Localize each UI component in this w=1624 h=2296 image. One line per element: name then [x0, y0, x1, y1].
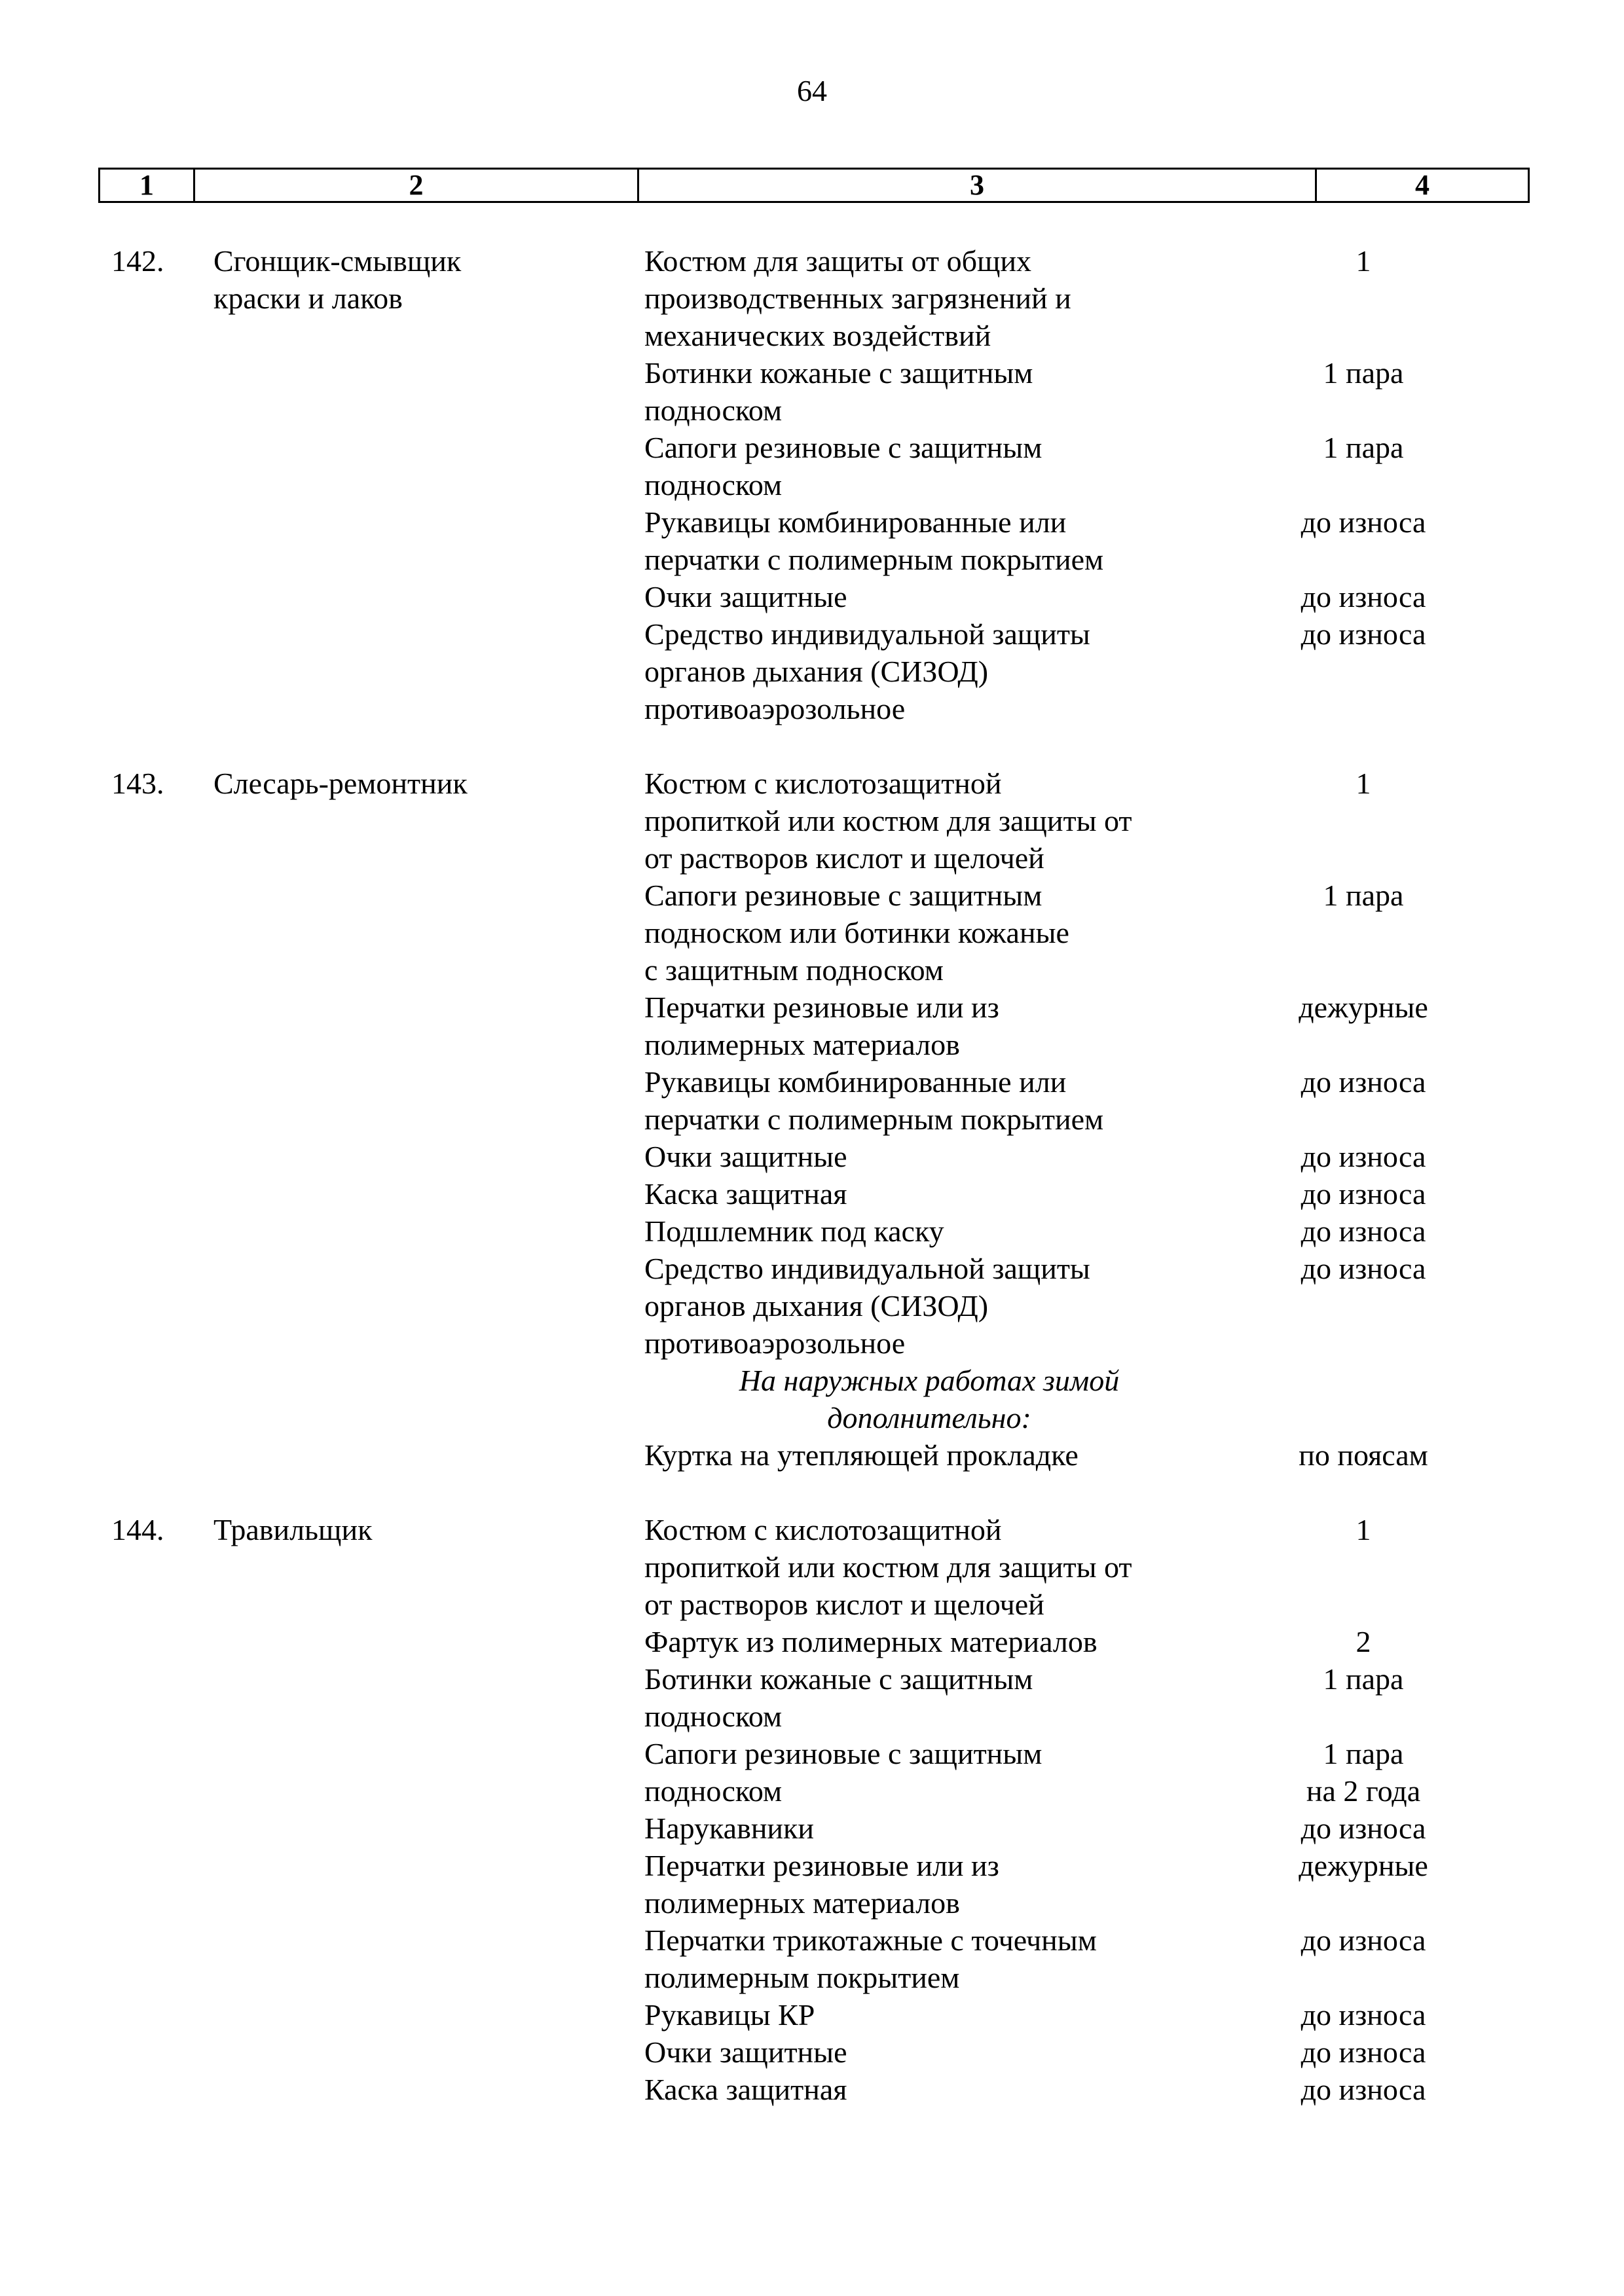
- item-name-line: Рукавицы комбинированные или: [644, 1065, 1067, 1099]
- item-name: [644, 1175, 1214, 1212]
- item-name: [644, 2033, 1214, 2071]
- column-header-row: [98, 168, 1530, 203]
- item-norm: [1214, 503, 1513, 578]
- item-name: [644, 1138, 1214, 1175]
- item-norm: [1214, 989, 1513, 1063]
- profession-name: [213, 242, 619, 317]
- item-name: [644, 1847, 1214, 1922]
- item-norm-line: до износа: [1301, 1923, 1426, 1957]
- item-name-line: перчатки с полимерным покрытием: [644, 543, 1104, 576]
- row-number: 144.: [111, 1513, 164, 1546]
- item-norm: [1214, 354, 1513, 429]
- item-name-line: противоаэрозольное: [644, 1326, 906, 1360]
- list-item: [644, 503, 1548, 578]
- item-name-line: противоаэрозольное: [644, 692, 906, 725]
- list-item: [644, 1063, 1548, 1138]
- item-norm-line: 1: [1356, 767, 1371, 800]
- item-name-line: Ботинки кожаные с защитным: [644, 1662, 1033, 1696]
- page-number: 64: [797, 74, 827, 107]
- row-number: 142.: [111, 244, 164, 278]
- item-norm-line: 2: [1356, 1625, 1371, 1658]
- item-name-line: подноском: [644, 1700, 783, 1733]
- item-name: [644, 1922, 1214, 1996]
- list-item: [644, 1138, 1548, 1175]
- list-item: [644, 1212, 1548, 1250]
- item-norm-line: до износа: [1301, 1214, 1426, 1248]
- protective-items-list: [644, 1511, 1548, 2108]
- item-name: [644, 242, 1214, 354]
- item-name-line: Ботинки кожаные с защитным: [644, 356, 1033, 390]
- item-name-line: Средство индивидуальной защиты: [644, 1252, 1090, 1285]
- item-norm-line: 1 пара: [1323, 431, 1404, 464]
- item-norm: [1214, 1063, 1513, 1138]
- list-item: [644, 1847, 1548, 1922]
- item-name: [644, 1810, 1214, 1847]
- item-name-line: Каска защитная: [644, 1177, 847, 1211]
- list-item: [644, 578, 1548, 615]
- item-name-line: механических воздействий: [644, 319, 991, 352]
- note-line: дополнительно:: [827, 1401, 1031, 1434]
- item-name-line: пропиткой или костюм для защиты от: [644, 804, 1132, 837]
- item-name-line: Рукавицы комбинированные или: [644, 505, 1067, 539]
- item-name: [644, 1250, 1214, 1362]
- column-header-4: 4: [1415, 169, 1430, 201]
- list-item: [644, 1660, 1548, 1735]
- item-norm-line: до износа: [1301, 2073, 1426, 2106]
- item-norm: [1214, 765, 1513, 877]
- profession-line: Сгонщик-смывщик: [213, 244, 462, 278]
- item-norm: [1214, 1623, 1513, 1660]
- item-name: [644, 1735, 1214, 1810]
- list-item: [644, 2071, 1548, 2108]
- list-item: [644, 242, 1548, 354]
- item-name-line: Средство индивидуальной защиты: [644, 617, 1090, 651]
- item-norm-line: дежурные: [1299, 1849, 1428, 1882]
- item-name-line: Очки защитные: [644, 580, 847, 613]
- item-name: [644, 1212, 1214, 1250]
- item-name-line: подноском или ботинки кожаные: [644, 916, 1069, 949]
- item-name-line: Перчатки трикотажные с точечным: [644, 1923, 1097, 1957]
- item-name-line: Сапоги резиновые с защитным: [644, 1737, 1043, 1770]
- profession-line: Травильщик: [213, 1513, 373, 1546]
- column-header-2: 2: [195, 170, 639, 201]
- item-norm: [1214, 1175, 1513, 1212]
- item-norm: [1214, 578, 1513, 615]
- item-name-line: полимерных материалов: [644, 1886, 960, 1920]
- item-name-line: Костюм для защиты от общих: [644, 244, 1032, 278]
- item-name-line: Нарукавники: [644, 1812, 815, 1845]
- note-line: На наружных работах зимой: [739, 1364, 1120, 1397]
- item-name-line: от растворов кислот и щелочей: [644, 841, 1044, 875]
- item-norm: [1214, 1138, 1513, 1175]
- item-name: [644, 429, 1214, 503]
- list-item: [644, 1810, 1548, 1847]
- item-norm-line: по поясам: [1299, 1438, 1428, 1472]
- item-name-line: Очки защитные: [644, 2035, 847, 2069]
- item-name-line: Костюм с кислотозащитной: [644, 767, 1002, 800]
- item-norm-line: до износа: [1301, 1065, 1426, 1099]
- item-norm: [1214, 1735, 1513, 1810]
- item-name-line: подноском: [644, 1774, 783, 1808]
- item-name: [644, 1511, 1214, 1623]
- item-norm-line: до износа: [1301, 1252, 1426, 1285]
- protective-items-list: [644, 765, 1548, 1474]
- protective-items-list: [644, 242, 1548, 727]
- item-norm: [1214, 615, 1513, 727]
- item-name-line: Сапоги резиновые с защитным: [644, 879, 1043, 912]
- item-norm: [1214, 429, 1513, 503]
- item-name-line: Подшлемник под каску: [644, 1214, 944, 1248]
- item-name: [644, 615, 1214, 727]
- item-name: [644, 877, 1214, 989]
- item-norm-line: 1: [1356, 244, 1371, 278]
- item-name-line: Куртка на утепляющей прокладке: [644, 1438, 1079, 1472]
- item-name: [644, 354, 1214, 429]
- section-note: [644, 1362, 1214, 1436]
- item-norm: [1214, 1660, 1513, 1735]
- item-name-line: перчатки с полимерным покрытием: [644, 1102, 1104, 1136]
- item-norm: [1214, 1922, 1513, 1996]
- list-item: [644, 2033, 1548, 2071]
- item-name-line: подноском: [644, 393, 783, 427]
- list-item: [644, 877, 1548, 989]
- list-item: [644, 1175, 1548, 1212]
- column-header-3: 3: [639, 170, 1317, 201]
- item-norm-line: до износа: [1301, 1812, 1426, 1845]
- item-name-line: органов дыхания (СИЗОД): [644, 1289, 989, 1322]
- item-name-line: с защитным подноском: [644, 953, 944, 987]
- item-name: [644, 989, 1214, 1063]
- list-item: [644, 765, 1548, 877]
- item-name: [644, 503, 1214, 578]
- item-norm-line: 1 пара: [1323, 879, 1404, 912]
- item-norm: [1214, 1810, 1513, 1847]
- item-norm: [1214, 242, 1513, 354]
- item-norm-line: до износа: [1301, 1140, 1426, 1173]
- item-norm: [1214, 2071, 1513, 2108]
- item-norm-line: до износа: [1301, 1177, 1426, 1211]
- item-norm: [1214, 1212, 1513, 1250]
- item-norm-line: 1 пара: [1323, 356, 1404, 390]
- item-norm-line: до износа: [1301, 617, 1426, 651]
- list-item: [644, 989, 1548, 1063]
- table-body: [0, 242, 1624, 2145]
- item-name-line: полимерным покрытием: [644, 1961, 960, 1994]
- item-norm-line: на 2 года: [1306, 1774, 1421, 1808]
- item-name-line: пропиткой или костюм для защиты от: [644, 1550, 1132, 1584]
- list-item: [644, 615, 1548, 727]
- list-item: [644, 1250, 1548, 1362]
- item-norm-line: 1: [1356, 1513, 1371, 1546]
- item-name: [644, 1063, 1214, 1138]
- item-norm: [1214, 1511, 1513, 1623]
- item-name: [644, 1623, 1214, 1660]
- item-name-line: Очки защитные: [644, 1140, 847, 1173]
- item-norm: [1214, 1250, 1513, 1362]
- item-name-line: подноском: [644, 468, 783, 501]
- item-name-line: Перчатки резиновые или из: [644, 1849, 999, 1882]
- list-item: [644, 429, 1548, 503]
- item-name: [644, 1436, 1214, 1474]
- table-row: [0, 765, 1624, 1474]
- list-item: [644, 1922, 1548, 1996]
- item-name-line: Перчатки резиновые или из: [644, 991, 999, 1024]
- table-row: [0, 1511, 1624, 2108]
- item-name: [644, 765, 1214, 877]
- list-item: [644, 1735, 1548, 1810]
- item-norm-line: до износа: [1301, 1998, 1426, 2032]
- item-norm-line: до износа: [1301, 2035, 1426, 2069]
- item-name-line: органов дыхания (СИЗОД): [644, 655, 989, 688]
- row-number: 143.: [111, 767, 164, 800]
- item-name-line: Каска защитная: [644, 2073, 847, 2106]
- item-norm-line: до износа: [1301, 580, 1426, 613]
- item-norm: [1214, 1847, 1513, 1922]
- item-norm-line: дежурные: [1299, 991, 1428, 1024]
- list-item: [644, 1511, 1548, 1623]
- item-norm-line: до износа: [1301, 505, 1426, 539]
- item-norm: [1214, 2033, 1513, 2071]
- item-name: [644, 578, 1214, 615]
- profession-name: [213, 1511, 619, 1548]
- table-row: [0, 242, 1624, 727]
- item-name-line: Фартук из полимерных материалов: [644, 1625, 1098, 1658]
- item-norm: [1214, 877, 1513, 989]
- item-norm-line: 1 пара: [1323, 1662, 1404, 1696]
- list-item: [644, 1996, 1548, 2033]
- item-name-line: полимерных материалов: [644, 1028, 960, 1061]
- item-name: [644, 1996, 1214, 2033]
- item-name-line: производственных загрязнений и: [644, 282, 1071, 315]
- list-item: [644, 1436, 1548, 1474]
- item-name: [644, 1660, 1214, 1735]
- list-item: [644, 354, 1548, 429]
- item-norm: [1214, 1996, 1513, 2033]
- item-name-line: Сапоги резиновые с защитным: [644, 431, 1043, 464]
- item-name-line: от растворов кислот и щелочей: [644, 1588, 1044, 1621]
- item-norm-line: 1 пара: [1323, 1737, 1404, 1770]
- item-norm: [1214, 1436, 1513, 1474]
- column-header-1: 1: [100, 170, 195, 201]
- profession-line: краски и лаков: [213, 282, 403, 315]
- item-name-line: Костюм с кислотозащитной: [644, 1513, 1002, 1546]
- profession-line: Слесарь-ремонтник: [213, 767, 468, 800]
- profession-name: [213, 765, 619, 802]
- item-name-line: Рукавицы КР: [644, 1998, 815, 2032]
- list-item: [644, 1623, 1548, 1660]
- item-name: [644, 2071, 1214, 2108]
